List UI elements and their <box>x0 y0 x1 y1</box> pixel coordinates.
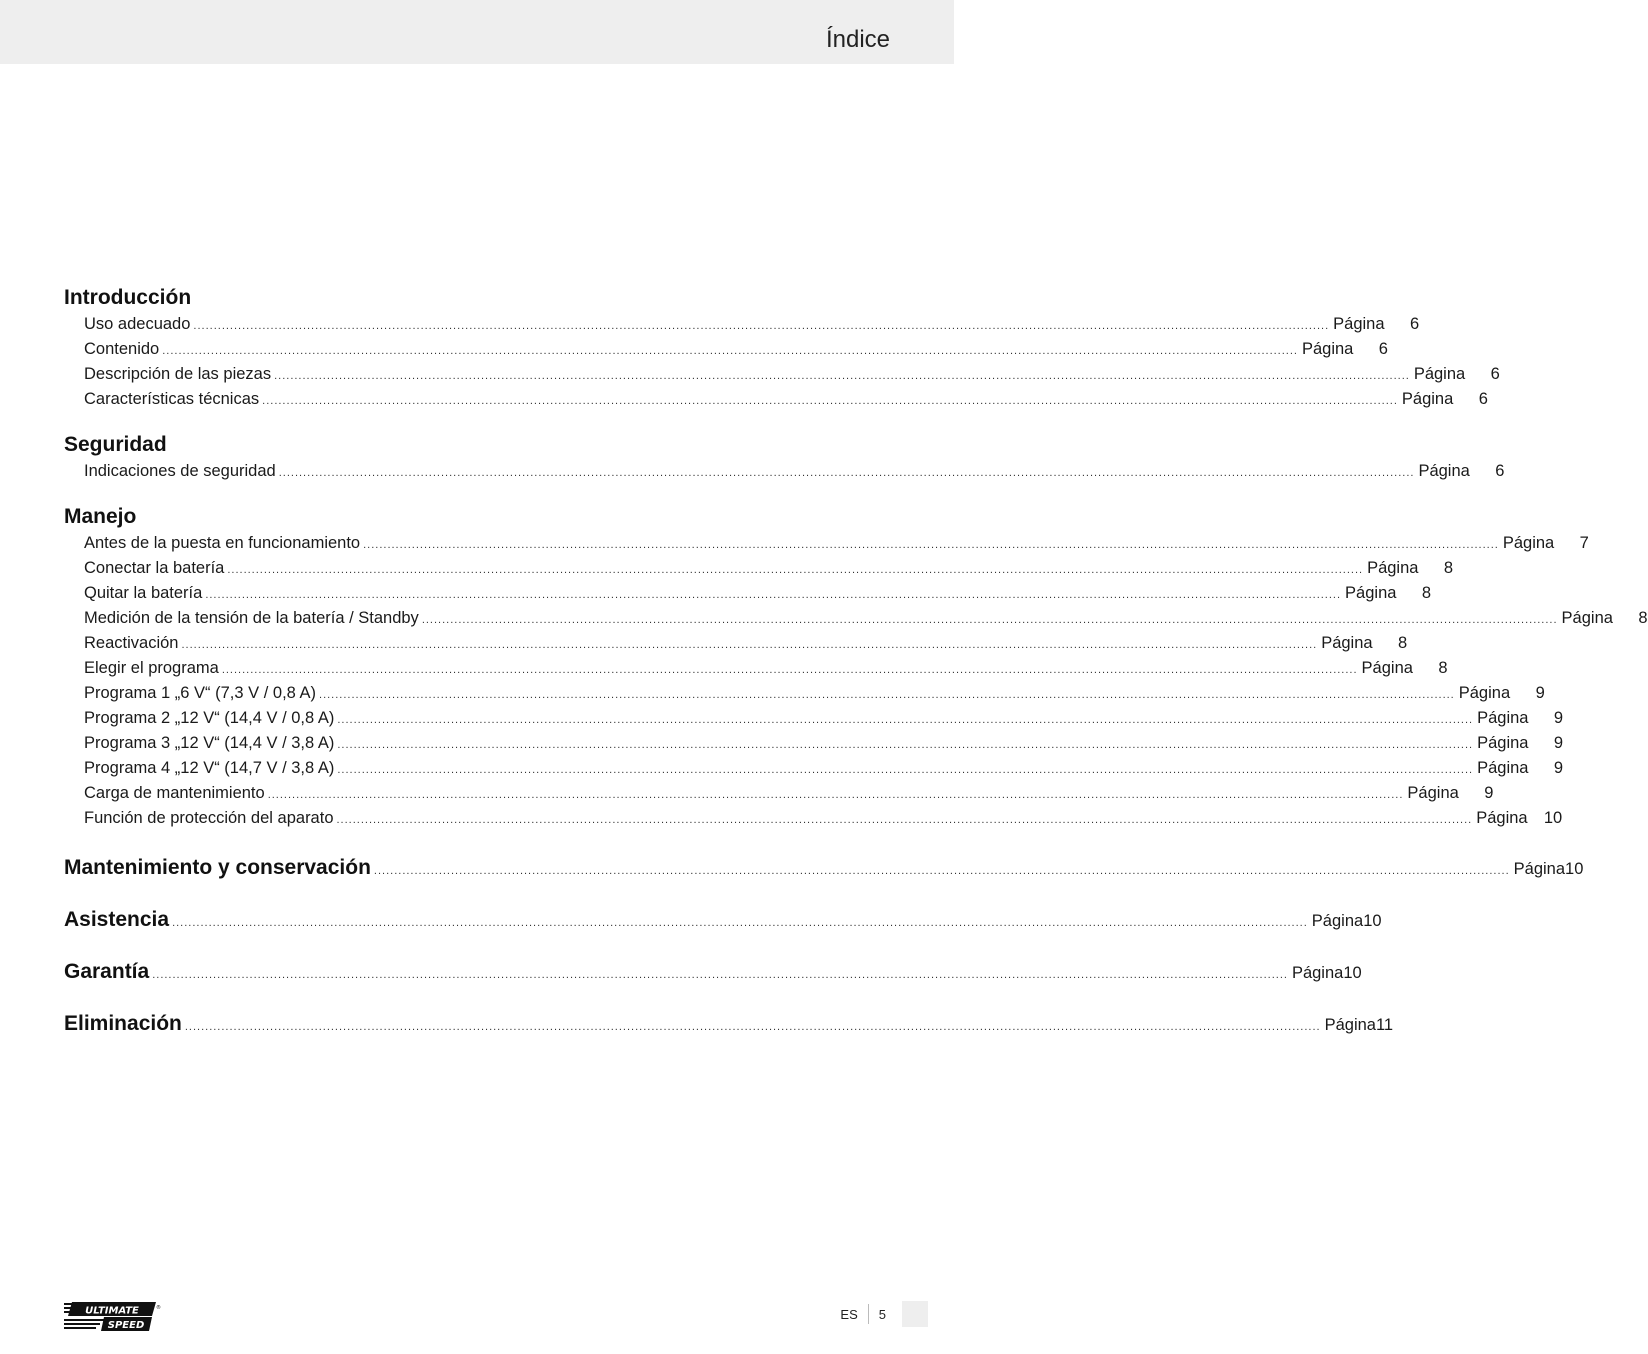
entry-label: Conectar la batería <box>84 559 225 577</box>
entry-label: Descripción de las piezas <box>84 365 272 383</box>
leader-dots <box>268 783 1404 808</box>
toc-entry[interactable] <box>64 362 1500 387</box>
leader-dots <box>205 583 1341 608</box>
leader-dots <box>185 1011 1321 1043</box>
language-code: ES <box>840 1306 858 1322</box>
page-number: 6 <box>1378 340 1388 358</box>
page-word: Página <box>1407 784 1459 802</box>
page-word: Página <box>1291 964 1344 982</box>
svg-text:SPEED: SPEED <box>107 1320 145 1331</box>
entry-label: Programa 2 „12 V“ (14,4 V / 0,8 A) <box>84 709 335 727</box>
leader-dots <box>363 533 1499 558</box>
page-word: Página <box>1361 659 1413 677</box>
page-word: Página <box>1311 912 1364 930</box>
entry-label: Medición de la tensión de la batería / Standby <box>84 609 419 627</box>
page-number: 7 <box>1579 534 1589 552</box>
page-number: 9 <box>1553 759 1564 777</box>
page-number: 8 <box>1421 584 1432 602</box>
page-word: Página <box>1321 634 1373 652</box>
entry-label: Reactivación <box>84 634 179 652</box>
leader-dots <box>193 314 1329 339</box>
page-number: 9 <box>1535 684 1545 702</box>
toc-major-asistencia[interactable] <box>64 902 1382 954</box>
entry-label: Función de protección del aparato <box>84 809 334 827</box>
page-word: Página <box>1476 809 1528 827</box>
leader-dots <box>337 758 1473 783</box>
toc-major-mantenimiento[interactable] <box>64 850 1584 902</box>
svg-text:ULTIMATE: ULTIMATE <box>85 1305 139 1317</box>
leader-dots <box>337 708 1473 733</box>
toc-entry[interactable] <box>64 581 1432 606</box>
page-number: 9 <box>1484 784 1494 802</box>
footer <box>840 1300 928 1328</box>
entry-label: Programa 3 „12 V“ (14,4 V / 3,8 A) <box>84 734 335 752</box>
entry-label: Características técnicas <box>84 390 260 408</box>
toc-entry[interactable] <box>64 706 1564 731</box>
page-word: Página <box>1301 340 1354 358</box>
page-number: 10 <box>1343 964 1362 982</box>
toc-entry[interactable] <box>64 631 1408 656</box>
page-number: 8 <box>1398 634 1408 652</box>
section-title[interactable]: Introducción <box>64 286 192 309</box>
toc-entry[interactable] <box>64 756 1564 781</box>
page-number: 8 <box>1443 559 1454 577</box>
ultimate-speed-logo <box>64 1302 160 1332</box>
page-word: Página <box>1418 462 1470 480</box>
page-number: 11 <box>1375 1016 1394 1034</box>
toc-entry[interactable] <box>64 806 1563 831</box>
page-word: Página <box>1477 734 1529 752</box>
page-number: 8 <box>1638 609 1648 627</box>
entry-label: Carga de mantenimiento <box>84 784 265 802</box>
toc-entry[interactable] <box>64 556 1454 581</box>
leader-dots <box>172 907 1308 939</box>
entry-label: Antes de la puesta en funcionamiento <box>84 534 361 552</box>
leader-dots <box>274 364 1410 389</box>
page-number: 6 <box>1490 365 1500 383</box>
page-word: Página <box>1561 609 1613 627</box>
leader-dots <box>162 339 1298 364</box>
page-tab-marker <box>902 1301 928 1327</box>
page-word: Página <box>1477 709 1529 727</box>
page-number: 6 <box>1495 462 1505 480</box>
toc-entry[interactable] <box>64 606 1648 631</box>
page-title: Índice <box>825 26 890 53</box>
page-word: Página <box>1345 584 1397 602</box>
page-word: Página <box>1333 315 1385 333</box>
page-word: Página <box>1324 1016 1376 1034</box>
page-number: 10 <box>1543 809 1563 827</box>
page-number: 9 <box>1553 709 1564 727</box>
toc-entry[interactable] <box>64 681 1545 706</box>
toc-entry[interactable] <box>64 337 1388 362</box>
toc-entry[interactable] <box>64 312 1420 337</box>
page-word: Página <box>1502 534 1555 552</box>
svg-text:®: ® <box>156 1305 161 1311</box>
section-manejo <box>64 503 1648 831</box>
leader-dots <box>227 558 1363 583</box>
leader-dots <box>374 855 1510 887</box>
page-number: 6 <box>1409 315 1420 333</box>
leader-dots <box>337 808 1473 833</box>
toc-entry[interactable] <box>64 781 1494 806</box>
page-word: Página <box>1477 759 1529 777</box>
leader-dots <box>152 959 1288 991</box>
table-of-contents <box>64 284 1648 1058</box>
footer-divider <box>868 1304 869 1324</box>
section-introduccion <box>64 284 1500 412</box>
leader-dots <box>181 633 1317 658</box>
entry-label: Programa 4 „12 V“ (14,7 V / 3,8 A) <box>84 759 335 777</box>
major-title: Asistencia <box>64 908 170 931</box>
section-title[interactable]: Manejo <box>64 505 137 528</box>
page-word: Página <box>1401 390 1454 408</box>
leader-dots <box>319 683 1455 708</box>
logo-icon <box>64 1302 160 1332</box>
toc-entry[interactable] <box>64 459 1505 484</box>
toc-entry[interactable] <box>64 656 1448 681</box>
major-title: Garantía <box>64 960 150 983</box>
entry-label: Contenido <box>84 340 160 358</box>
leader-dots <box>222 658 1358 683</box>
header-bar <box>0 0 954 64</box>
page-number: 9 <box>1553 734 1564 752</box>
toc-major-garantia[interactable] <box>64 954 1362 1006</box>
toc-entry[interactable] <box>64 387 1488 412</box>
page-word: Página <box>1458 684 1511 702</box>
entry-label: Uso adecuado <box>84 315 191 333</box>
leader-dots <box>337 733 1473 758</box>
page-number: 10 <box>1565 860 1584 878</box>
page-number: 10 <box>1363 912 1382 930</box>
leader-dots <box>262 389 1398 414</box>
section-title[interactable]: Seguridad <box>64 433 167 456</box>
page-word: Página <box>1367 559 1419 577</box>
entry-label: Elegir el programa <box>84 659 219 677</box>
major-title: Eliminación <box>64 1012 182 1035</box>
major-title: Mantenimiento y conservación <box>64 856 371 879</box>
page-number-footer: 5 <box>878 1306 886 1322</box>
entry-label: Quitar la batería <box>84 584 203 602</box>
toc-entry[interactable] <box>64 531 1589 556</box>
entry-label: Indicaciones de seguridad <box>84 462 276 480</box>
toc-major-eliminacion[interactable] <box>64 1006 1394 1058</box>
entry-label: Programa 1 „6 V“ (7,3 V / 0,8 A) <box>84 684 317 702</box>
section-seguridad <box>64 431 1505 484</box>
leader-dots <box>279 461 1415 486</box>
page-number: 8 <box>1438 659 1448 677</box>
page-word: Página <box>1413 365 1466 383</box>
leader-dots <box>422 608 1558 633</box>
page-word: Página <box>1513 860 1566 878</box>
page-number: 6 <box>1478 390 1488 408</box>
toc-entry[interactable] <box>64 731 1564 756</box>
